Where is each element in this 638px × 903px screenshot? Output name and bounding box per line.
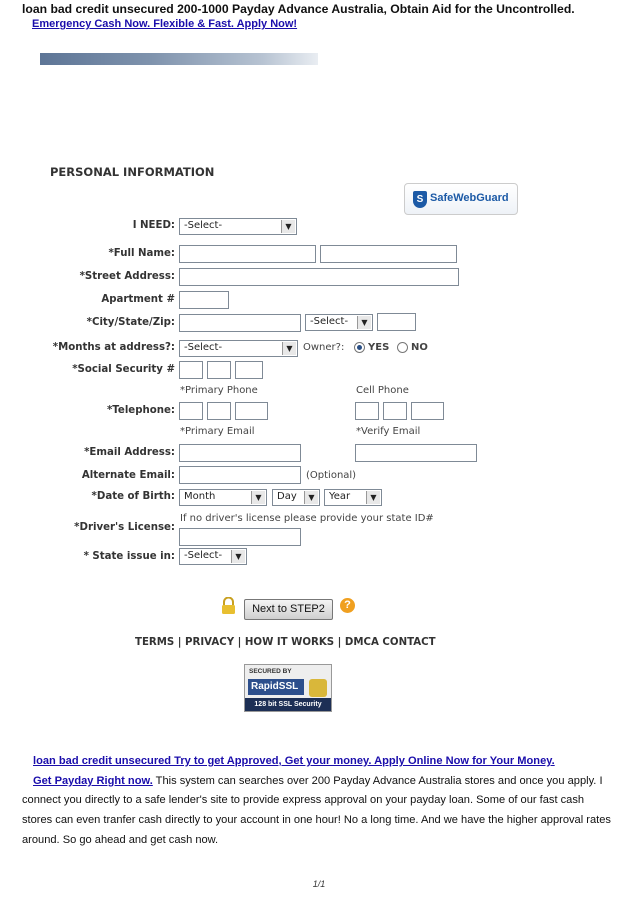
- first-name-input[interactable]: [179, 245, 316, 263]
- last-name-input[interactable]: [320, 245, 457, 263]
- verify-email-hint: *Verify Email: [356, 426, 421, 437]
- primary-email-hint: *Primary Email: [180, 426, 255, 437]
- help-icon[interactable]: ?: [340, 598, 355, 613]
- owner-label: Owner?:: [303, 342, 345, 353]
- need-select-value: -Select-: [184, 220, 223, 231]
- rapidssl-seal: [244, 664, 332, 712]
- ssn-part1-input[interactable]: [179, 361, 203, 379]
- cell-prefix-input[interactable]: [383, 402, 407, 420]
- months-select[interactable]: [179, 340, 298, 357]
- owner-no-label: NO: [411, 342, 428, 353]
- page-title: loan bad credit unsecured 200-1000 Payday Advance Australia, Obtain Aid for the Uncontrolled.: [22, 2, 575, 16]
- padlock-icon: [309, 679, 327, 697]
- license-label: *Driver's License:: [74, 522, 175, 533]
- phone-area-input[interactable]: [179, 402, 203, 420]
- chevron-down-icon: ▼: [304, 491, 318, 504]
- chevron-down-icon: ▼: [282, 342, 296, 355]
- need-label: I NEED:: [132, 220, 175, 231]
- shield-icon: S: [413, 191, 427, 208]
- full-name-label: *Full Name:: [108, 248, 175, 259]
- year-select[interactable]: [324, 489, 382, 506]
- state-select-value: -Select-: [310, 316, 349, 327]
- alt-email-label: Alternate Email:: [81, 470, 175, 481]
- apartment-label: Apartment #: [101, 294, 175, 305]
- ssn-label: *Social Security #: [72, 364, 175, 375]
- primary-phone-hint: *Primary Phone: [180, 385, 258, 396]
- ssl-brand: RapidSSL: [248, 679, 304, 695]
- chevron-down-icon: ▼: [251, 491, 265, 504]
- street-input[interactable]: [179, 268, 459, 286]
- chevron-down-icon: ▼: [281, 220, 295, 233]
- next-step-button[interactable]: Next to STEP2: [244, 599, 333, 620]
- state-select[interactable]: [305, 314, 373, 331]
- badge-label: SafeWebGuard: [430, 192, 509, 204]
- chevron-down-icon: ▼: [357, 316, 371, 329]
- email-input[interactable]: [179, 444, 301, 462]
- months-label: *Months at address?:: [52, 342, 175, 353]
- month-select-value: Month: [184, 491, 216, 502]
- chevron-down-icon: ▼: [231, 550, 245, 563]
- cell-line-input[interactable]: [411, 402, 444, 420]
- footer-links[interactable]: TERMS | PRIVACY | HOW IT WORKS | DMCA CONTACT: [135, 637, 436, 648]
- lock-icon: [220, 597, 237, 614]
- safewebguard-badge: [404, 183, 518, 215]
- page-number: 1/1: [312, 879, 326, 889]
- state-issue-select-value: -Select-: [184, 550, 223, 561]
- apply-online-link[interactable]: loan bad credit unsecured Try to get Approved, Get your money. Apply Online Now for Your Money.: [33, 755, 555, 767]
- license-input[interactable]: [179, 528, 301, 546]
- license-note: If no driver's license please provide your state ID#: [180, 513, 434, 524]
- month-select[interactable]: [179, 489, 267, 506]
- ssl-strength: 128 bit SSL Security: [245, 698, 331, 711]
- state-issue-select[interactable]: [179, 548, 247, 565]
- city-label: *City/State/Zip:: [86, 317, 175, 328]
- email-label: *Email Address:: [84, 447, 175, 458]
- owner-yes-radio[interactable]: [354, 342, 365, 353]
- chevron-down-icon: ▼: [366, 491, 380, 504]
- apartment-input[interactable]: [179, 291, 229, 309]
- alt-email-input[interactable]: [179, 466, 301, 484]
- months-select-value: -Select-: [184, 342, 223, 353]
- need-select[interactable]: [179, 218, 297, 235]
- form-heading: PERSONAL INFORMATION: [50, 165, 215, 179]
- city-input[interactable]: [179, 314, 301, 332]
- phone-prefix-input[interactable]: [207, 402, 231, 420]
- telephone-label: *Telephone:: [106, 405, 175, 416]
- year-select-value: Year: [329, 491, 351, 502]
- verify-email-input[interactable]: [355, 444, 477, 462]
- street-label: *Street Address:: [79, 271, 175, 282]
- ssl-secured-by: SECURED BY: [249, 668, 292, 675]
- zip-input[interactable]: [377, 313, 416, 331]
- owner-no-radio[interactable]: [397, 342, 408, 353]
- owner-yes-label: YES: [368, 342, 390, 353]
- ssn-part3-input[interactable]: [235, 361, 263, 379]
- get-payday-link[interactable]: Get Payday Right now.: [33, 774, 153, 787]
- ssn-part2-input[interactable]: [207, 361, 231, 379]
- emergency-cash-link[interactable]: Emergency Cash Now. Flexible & Fast. Apply Now!: [32, 18, 298, 30]
- optional-hint: (Optional): [306, 470, 357, 481]
- day-select[interactable]: [272, 489, 320, 506]
- cell-area-input[interactable]: [355, 402, 379, 420]
- cell-phone-hint: Cell Phone: [356, 385, 409, 396]
- phone-line-input[interactable]: [235, 402, 268, 420]
- body-text: This system can searches over 200 Payday Advance Australia stores and once you apply. I connect you directly to a safe lender's site to provide express approval on your payday loan. Some of our fast cash stores can even tranfer cash directly to your account in one hour! No a long time. And we have the higher approval rates around. So go ahead and get cash now.: [22, 774, 611, 846]
- body-paragraph: [22, 752, 612, 851]
- banner-bar: [40, 53, 318, 65]
- state-issue-label: * State issue in:: [83, 551, 175, 562]
- day-select-value: Day: [277, 491, 297, 502]
- dob-label: *Date of Birth:: [91, 491, 175, 502]
